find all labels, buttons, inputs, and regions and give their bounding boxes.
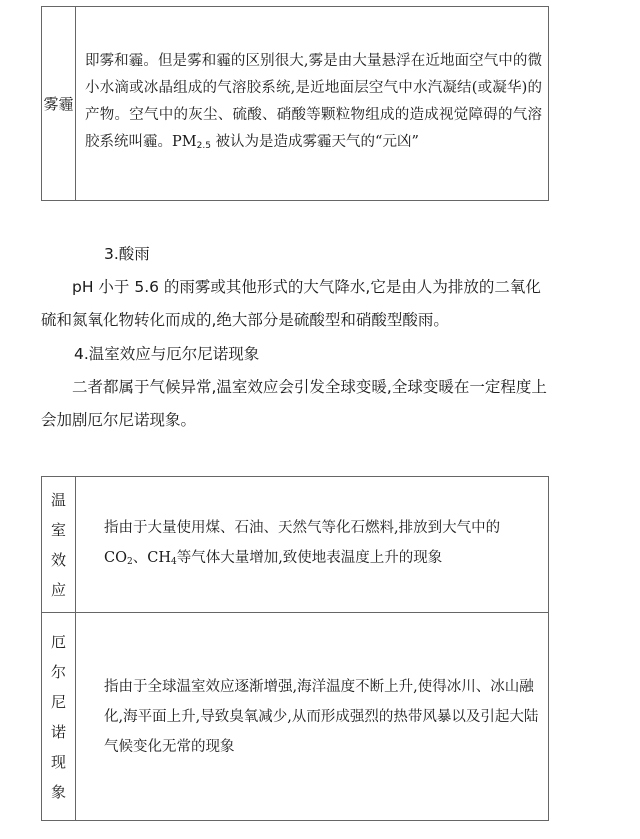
term-definition-greenhouse xyxy=(76,477,549,613)
term-label-elnino xyxy=(42,613,76,821)
term-label-haze: 雾霾 xyxy=(42,7,76,201)
label-char: 温 xyxy=(50,490,66,509)
paragraph-greenhouse-elnino: 二者都属于气候异常,温室效应会引发全球变暖,全球变暖在一定程度上会加剧厄尔尼诺现象。 xyxy=(41,378,547,429)
definition-text: 等气体大量增加,致使地表温度上升的现象 xyxy=(176,549,443,566)
label-char: 诺 xyxy=(50,722,66,741)
label-char: 应 xyxy=(50,580,66,599)
label-char: 室 xyxy=(50,520,66,539)
label-char: 尼 xyxy=(50,692,66,711)
label-char: 厄 xyxy=(50,632,66,651)
greenhouse-elnino-table xyxy=(41,476,549,821)
label-char: 象 xyxy=(50,782,66,801)
term-label-greenhouse xyxy=(42,477,76,613)
table-row xyxy=(42,477,549,613)
pm-subscript: 2.5 xyxy=(196,140,211,151)
ch4-subscript: 4 xyxy=(170,556,177,567)
haze-definition-table xyxy=(41,6,549,201)
table-row xyxy=(42,7,549,201)
definition-text: 、CH xyxy=(132,549,171,566)
label-char: 效 xyxy=(50,550,66,569)
label-char: 现 xyxy=(50,752,66,771)
label-char: 尔 xyxy=(50,662,66,681)
definition-text-end: 被认为是造成雾霾天气的“元凶” xyxy=(210,133,419,150)
section-heading-acid-rain: 3.酸雨 xyxy=(104,245,150,263)
section-heading-greenhouse-elnino: 4.温室效应与厄尔尼诺现象 xyxy=(74,345,260,363)
co2-subscript: 2 xyxy=(126,556,133,567)
definition-text: 即雾和霾。但是雾和霾的区别很大,雾是由大量悬浮在近地面空气中的微小水滴或冰晶组成的气溶胶系统,是近地面层空气中水汽凝结(或凝华)的产物。空气中的灰尘、硫酸、硝酸等颗粒物组成的造成视觉障碍的气溶胶系统叫霾。PM xyxy=(85,52,542,150)
table-row xyxy=(42,613,549,821)
term-definition-elnino: 指由于全球温室效应逐渐增强,海洋温度不断上升,使得冰川、冰山融化,海平面上升,导致臭氧减少,从而形成强烈的热带风暴以及引起大陆气候变化无常的现象 xyxy=(76,613,549,821)
definition-text: 指由于大量使用煤、石油、天然气等化石燃料,排放到大气中的CO xyxy=(104,519,501,566)
paragraph-acid-rain: pH 小于 5.6 的雨雾或其他形式的大气降水,它是由人为排放的二氧化硫和氮氧化物转化而成的,绝大部分是硫酸型和硝酸型酸雨。 xyxy=(41,278,541,329)
term-definition-haze xyxy=(76,7,549,201)
